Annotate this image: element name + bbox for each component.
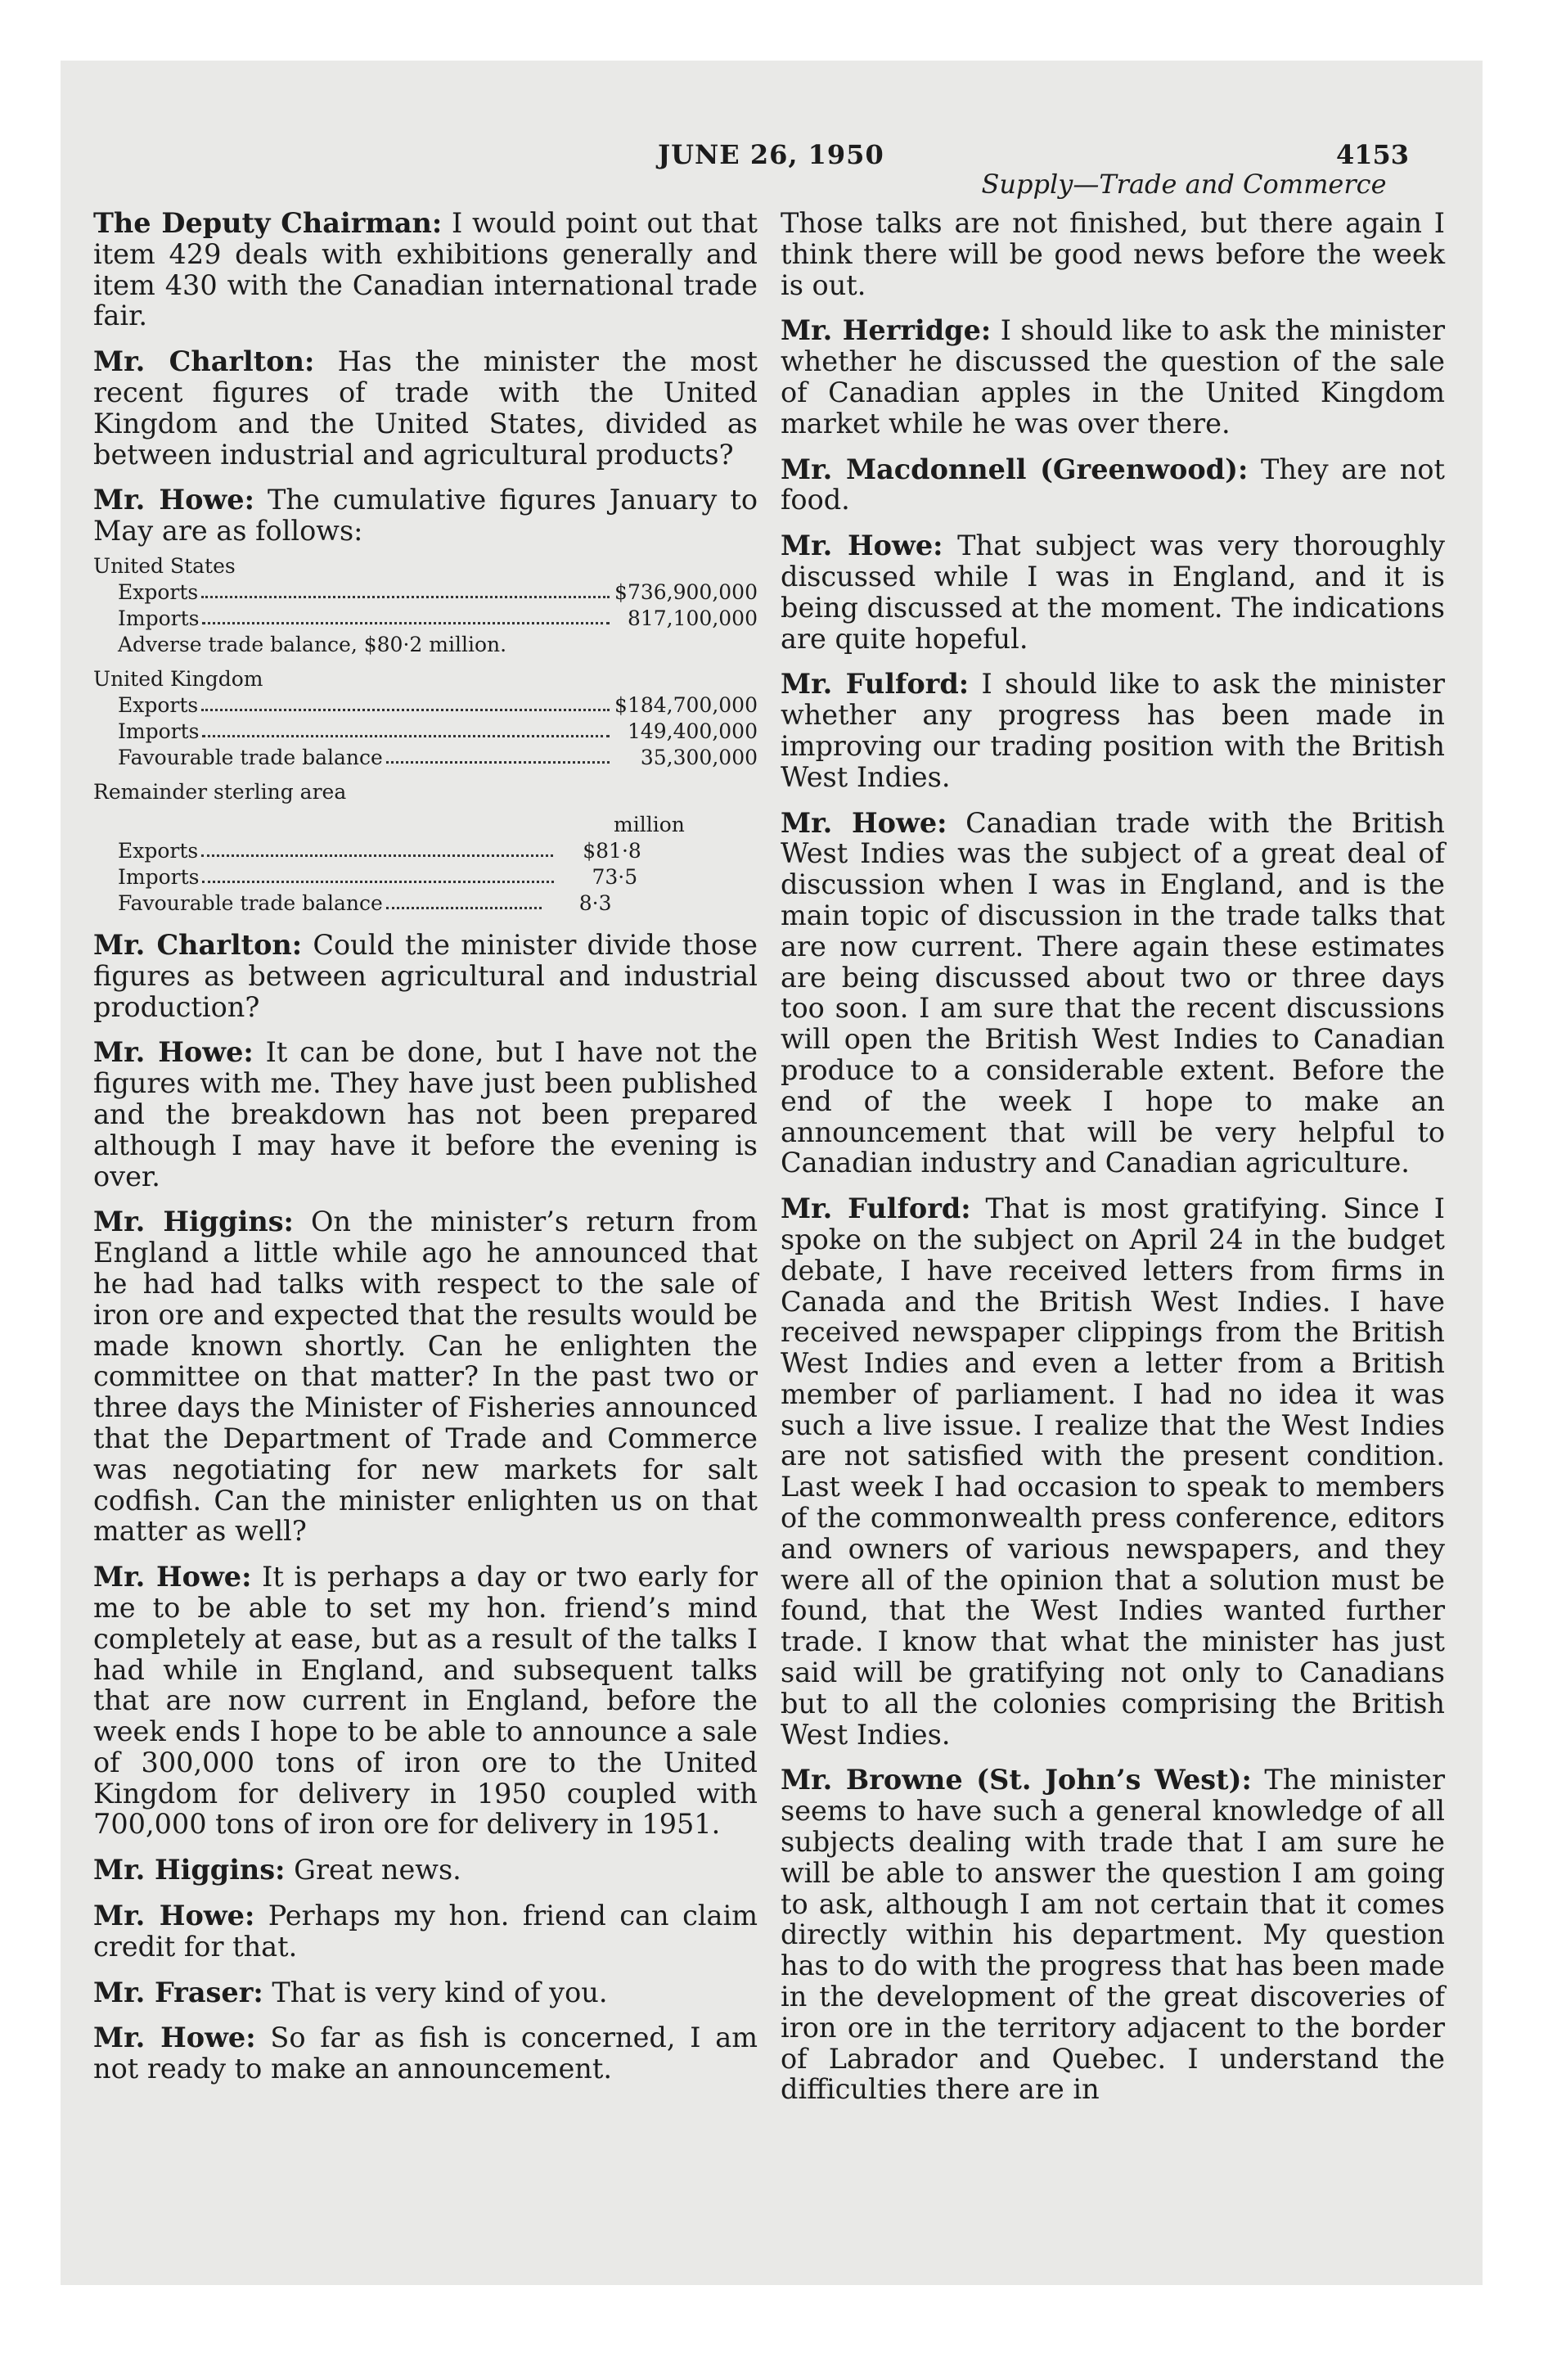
row-value: 8·3 <box>578 890 612 915</box>
row-label: Exports <box>118 579 199 604</box>
speaker-name: The Deputy Chairman: <box>93 207 443 239</box>
row-label: Favourable trade balance <box>118 890 383 915</box>
paragraph <box>781 1193 1445 1750</box>
speech-text: I would point out that item 429 deals with exhibitions generally and item 430 with the Canadian international trade fair. <box>93 207 758 332</box>
speaker-name: Mr. Higgins: <box>93 1206 294 1238</box>
speech-text: Has the minister the most recent figures of trade with the United Kingdom and the United States, divided as between industrial and agricultural products? <box>93 345 758 471</box>
speaker-name: Mr. Howe: <box>781 530 943 562</box>
right-column <box>781 208 1445 2120</box>
paragraph <box>93 1900 758 1963</box>
row-label: Imports <box>118 719 200 743</box>
running-subtitle: Supply—Trade and Commerce <box>981 169 1387 200</box>
paragraph <box>93 485 758 547</box>
row-value: 817,100,000 <box>627 606 758 630</box>
speaker-name: Mr. Howe: <box>93 1900 255 1932</box>
paragraph <box>781 669 1445 792</box>
paragraph <box>93 930 758 1022</box>
paragraph <box>93 1977 758 2008</box>
speech-text: So far as fish is concerned, I am not ready to make an announcement. <box>93 2022 758 2085</box>
speech-text: I should like to ask the minister whether he discussed the question of the sale of Canadian apples in the United Kingdom market while he was over there. <box>781 314 1445 439</box>
paragraph <box>781 808 1445 1179</box>
table-heading-uk: United Kingdom <box>93 666 263 691</box>
speech-text: It can be done, but I have not the figures with me. They have just been published and the breakdown has not been prepared although I may have it before the evening is over. <box>93 1036 758 1192</box>
dot-leader <box>201 692 610 711</box>
speaker-name: Mr. Higgins: <box>93 1854 286 1886</box>
speaker-name: Mr. Fraser: <box>93 1976 263 2008</box>
trade-figures-table <box>93 553 758 917</box>
dot-leader <box>201 579 610 598</box>
paragraph <box>93 1206 758 1547</box>
left-column <box>93 208 758 2099</box>
paragraph <box>781 1765 1445 2105</box>
paragraph <box>781 530 1445 654</box>
speaker-name: Mr. Herridge: <box>781 314 992 347</box>
paragraph <box>781 454 1445 516</box>
speaker-name: Mr. Howe: <box>93 2022 256 2054</box>
speaker-name: Mr. Howe: <box>93 484 254 516</box>
paragraph <box>781 315 1445 439</box>
table-row <box>118 606 758 632</box>
row-label: Exports <box>118 692 199 717</box>
table-row <box>118 719 758 745</box>
speaker-name: Mr. Fulford: <box>781 1192 971 1225</box>
paragraph <box>93 208 758 331</box>
table-row <box>118 864 758 890</box>
speech-text: That subject was very thoroughly discussed while I was in England, and it is being discussed at the moment. The indications are quite hopeful. <box>781 530 1445 655</box>
row-value: $184,700,000 <box>614 692 758 717</box>
dot-leader <box>386 890 542 909</box>
dot-leader <box>202 864 554 883</box>
paragraph <box>93 1855 758 1886</box>
table-row <box>118 838 758 864</box>
dot-leader <box>201 838 553 857</box>
speech-text: Perhaps my hon. friend can claim credit for that. <box>93 1900 758 1963</box>
speech-text: The minister seems to have such a general knowledge of all subjects dealing with trade that I am sure he will be able to answer the question I am going to ask, although I am not certain that it comes directly within his department. My question has to do with the progress that has been made in the development of the great discoveries of iron ore in the territory adjacent to the border of Labrador and Quebec. I understand the difficulties there are in <box>781 1764 1445 2106</box>
speech-text: That is most gratifying. Since I spoke on the subject on April 24 in the budget debate, I have received letters from firms in Canada and the British West Indies. I have received newspaper clippings from the British West Indies and even a letter from a British member of parliament. I had no idea it was such a live issue. I realize that the West Indies are not satisfied with the present condition. Last week I had occasion to speak to members of the commonwealth press conference, editors and owners of various newspapers, and they were all of the opinion that a solution must be found, that the West Indies wanted further trade. I know that what the minister has just said will be gratifying not only to Canadians but to all the colonies comprising the British West Indies. <box>781 1192 1445 1751</box>
row-value: $736,900,000 <box>614 579 758 604</box>
speech-text: Those talks are not finished, but there again I think there will be good news before the week is out. <box>781 207 1445 301</box>
dot-leader <box>386 745 610 764</box>
row-value: 149,400,000 <box>627 719 758 743</box>
row-label: Favourable trade balance <box>118 745 383 769</box>
speech-text: Canadian trade with the British West Indies was the subject of a great deal of discussion when I was in England, and is the main topic of discussion in the trade talks that are now current. There again these estimates are being discussed about two or three days too soon. I am sure that the recent discussions will open the British West Indies to Canadian produce to a considerable extent. Before the end of the week I hope to make an announcement that will be very helpful to Canadian industry and Canadian agriculture. <box>781 806 1445 1179</box>
speech-text: I should like to ask the minister whether any progress has been made in improving our trading position with the British West Indies. <box>781 668 1445 793</box>
speech-text: That is very kind of you. <box>263 1976 608 2008</box>
speech-text: Great news. <box>285 1854 461 1886</box>
row-value: 35,300,000 <box>640 745 758 769</box>
page-sheet <box>61 61 1483 2285</box>
paragraph <box>93 2022 758 2085</box>
table-heading-sterling: Remainder sterling area <box>93 779 347 804</box>
page-number: 4153 <box>1335 139 1409 170</box>
speaker-name: Mr. Macdonnell (Greenwood): <box>781 453 1249 485</box>
row-value: $81·8 <box>583 838 641 863</box>
table-row <box>118 745 758 771</box>
dot-leader <box>202 719 610 737</box>
speaker-name: Mr. Fulford: <box>781 668 970 701</box>
speech-text: Could the minister divide those figures as between agricultural and industrial production? <box>93 928 758 1023</box>
table-row <box>118 692 758 719</box>
speech-text: It is perhaps a day or two early for me to be able to set my hon. friend’s mind completely at ease, but as a result of the talks I had while in England, and subsequent talks that are now current in England, before the week ends I hope to be able to announce a sale of 300,000 tons of iron ore to the United Kingdom for delivery in 1950 coupled with 700,000 tons of iron ore for delivery in 1951. <box>93 1561 758 1841</box>
speaker-name: Mr. Charlton: <box>93 345 315 378</box>
table-units: million <box>614 812 685 836</box>
dot-leader <box>202 606 610 624</box>
table-heading-us: United States <box>93 553 236 578</box>
row-label: Imports <box>118 606 200 630</box>
table-row <box>118 890 758 917</box>
speaker-name: Mr. Charlton: <box>93 928 303 961</box>
row-value: 73·5 <box>592 864 638 889</box>
row-label: Exports <box>118 838 199 863</box>
speaker-name: Mr. Howe: <box>93 1561 252 1593</box>
speech-text: They are not food. <box>781 453 1446 516</box>
paragraph <box>781 208 1445 300</box>
table-row <box>118 579 758 606</box>
paragraph <box>93 346 758 470</box>
table-note: Adverse trade balance, $80·2 million. <box>118 632 507 656</box>
speech-text: The cumulative figures January to May are as follows: <box>93 484 758 548</box>
speaker-name: Mr. Browne (St. John’s West): <box>781 1764 1252 1796</box>
speech-text: On the minister’s return from England a little while ago he announced that he had had talks with respect to the sale of iron ore and expected that the results would be made known shortly. Can he enlighten the committee on that matter? In the past two or three days the Minister of Fisheries announced that the Department of Trade and Commerce was negotiating for new markets for salt codfish. Can the minister enlighten us on that matter as well? <box>93 1206 758 1548</box>
speaker-name: Mr. Howe: <box>781 806 947 839</box>
header-date: JUNE 26, 1950 <box>658 139 884 170</box>
speaker-name: Mr. Howe: <box>93 1036 254 1069</box>
row-label: Imports <box>118 864 200 889</box>
paragraph <box>93 1037 758 1192</box>
paragraph <box>93 1562 758 1840</box>
